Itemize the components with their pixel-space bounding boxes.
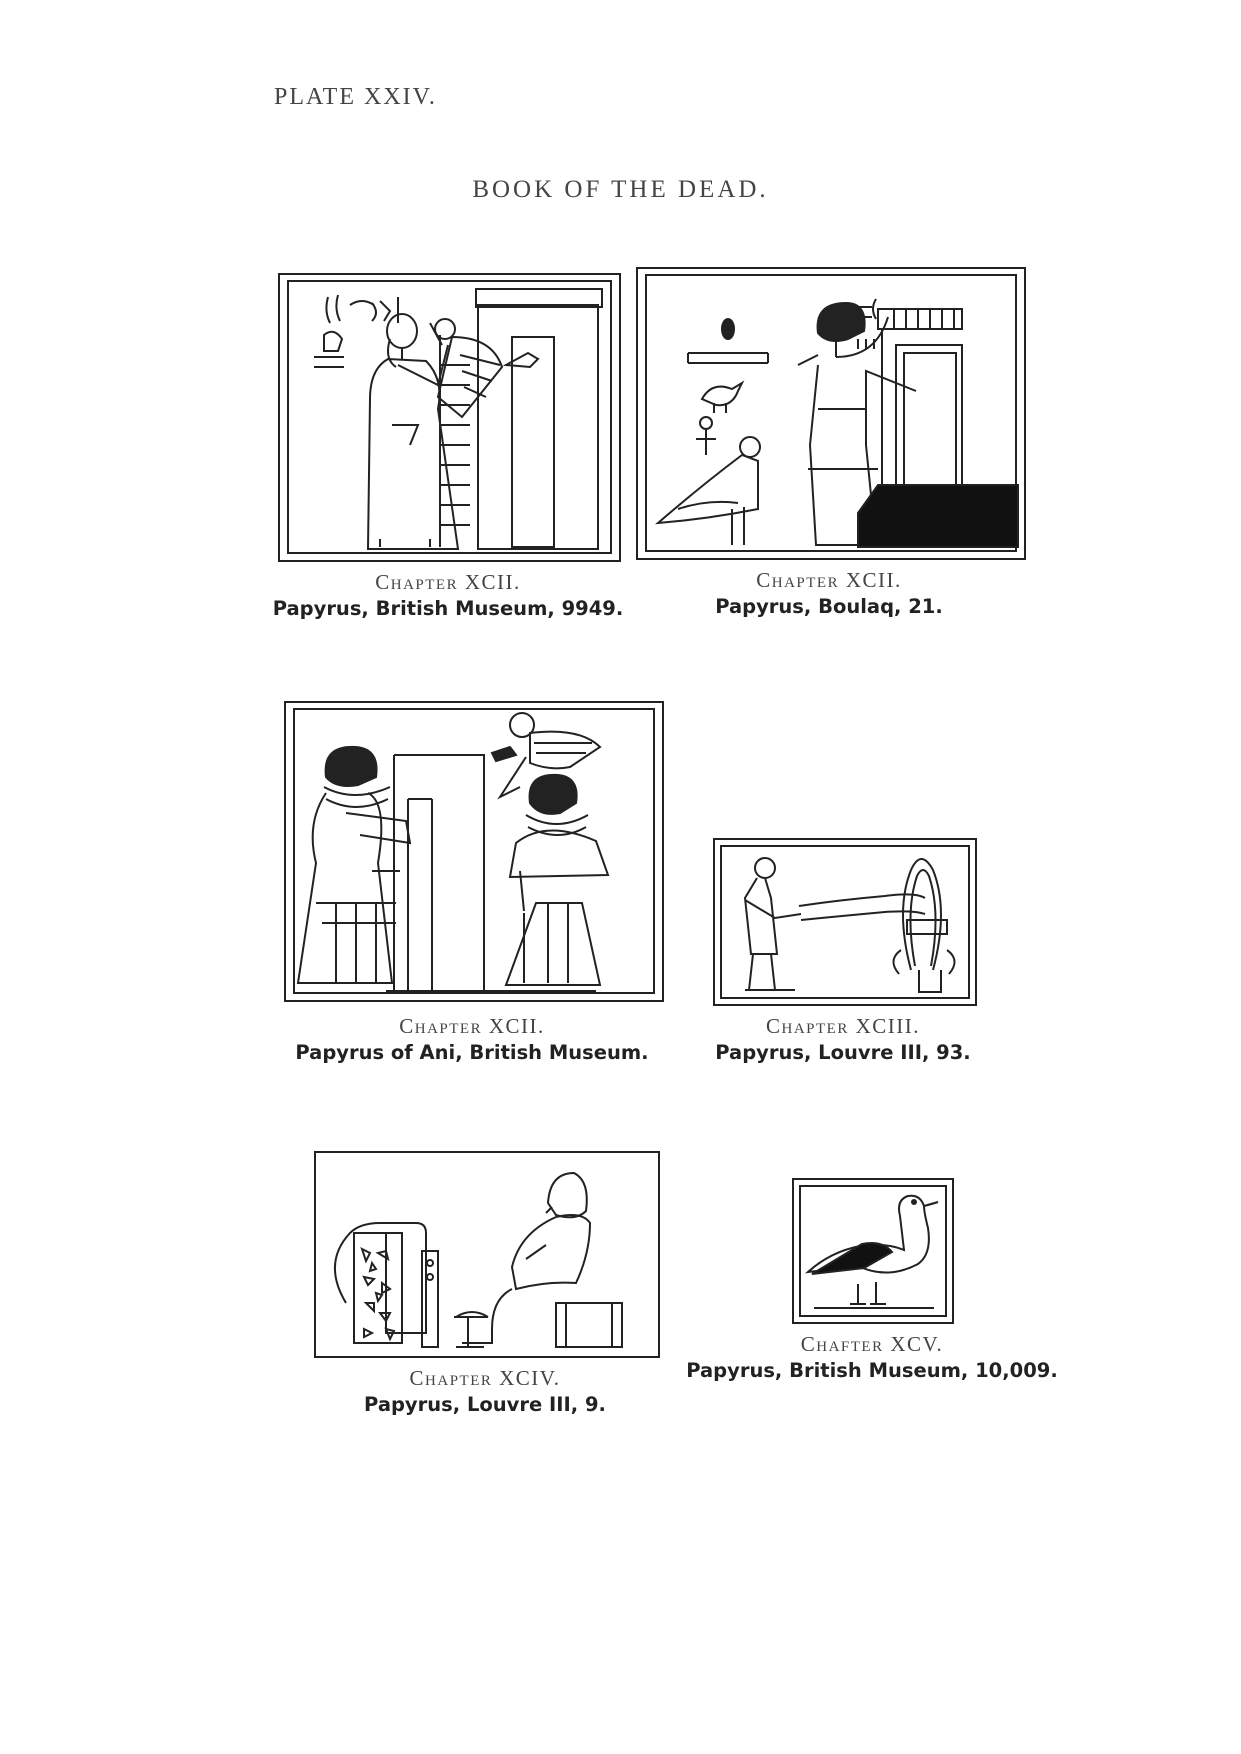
source-label: Papyrus, Louvre III, 93. xyxy=(715,1041,971,1065)
vignette-soul-at-door-boulaq-21 xyxy=(636,267,1026,560)
chapter-label: Chapter XCIV. xyxy=(409,1366,561,1390)
source-label: Papyrus, British Museum, 9949. xyxy=(272,597,624,621)
figure-caption xyxy=(322,1364,648,1419)
vignette-man-pulling-rope xyxy=(713,838,977,1006)
page-title: BOOK OF THE DEAD. xyxy=(472,176,769,203)
chapter-label: Chapter XCIII. xyxy=(766,1014,920,1038)
source-label: Papyrus of Ani, British Museum. xyxy=(295,1041,649,1065)
chapter-label: Chapter XCII. xyxy=(399,1014,545,1038)
source-label: Papyrus, British Museum, 10,009. xyxy=(686,1359,1058,1383)
vignette-seated-man-with-scribe-tools xyxy=(314,1151,660,1358)
vignette-ani-at-door xyxy=(284,701,664,1002)
figure-caption xyxy=(672,1330,1072,1385)
vignette-soul-at-door-bm-9949 xyxy=(278,273,621,562)
vignette-goose xyxy=(792,1178,954,1324)
chapter-label: Chapter XCII. xyxy=(756,568,902,592)
chapter-label: Chapter XCII. xyxy=(375,570,521,594)
source-label: Papyrus, Louvre III, 9. xyxy=(364,1393,606,1417)
figure-caption xyxy=(660,566,998,621)
source-label: Papyrus, Boulaq, 21. xyxy=(715,595,943,619)
chapter-label: Chafter XCV. xyxy=(800,1332,944,1356)
figure-caption xyxy=(708,1012,978,1067)
figure-caption xyxy=(268,568,628,623)
figure-caption xyxy=(280,1012,664,1067)
plate-label: PLATE XXIV. xyxy=(274,84,437,110)
